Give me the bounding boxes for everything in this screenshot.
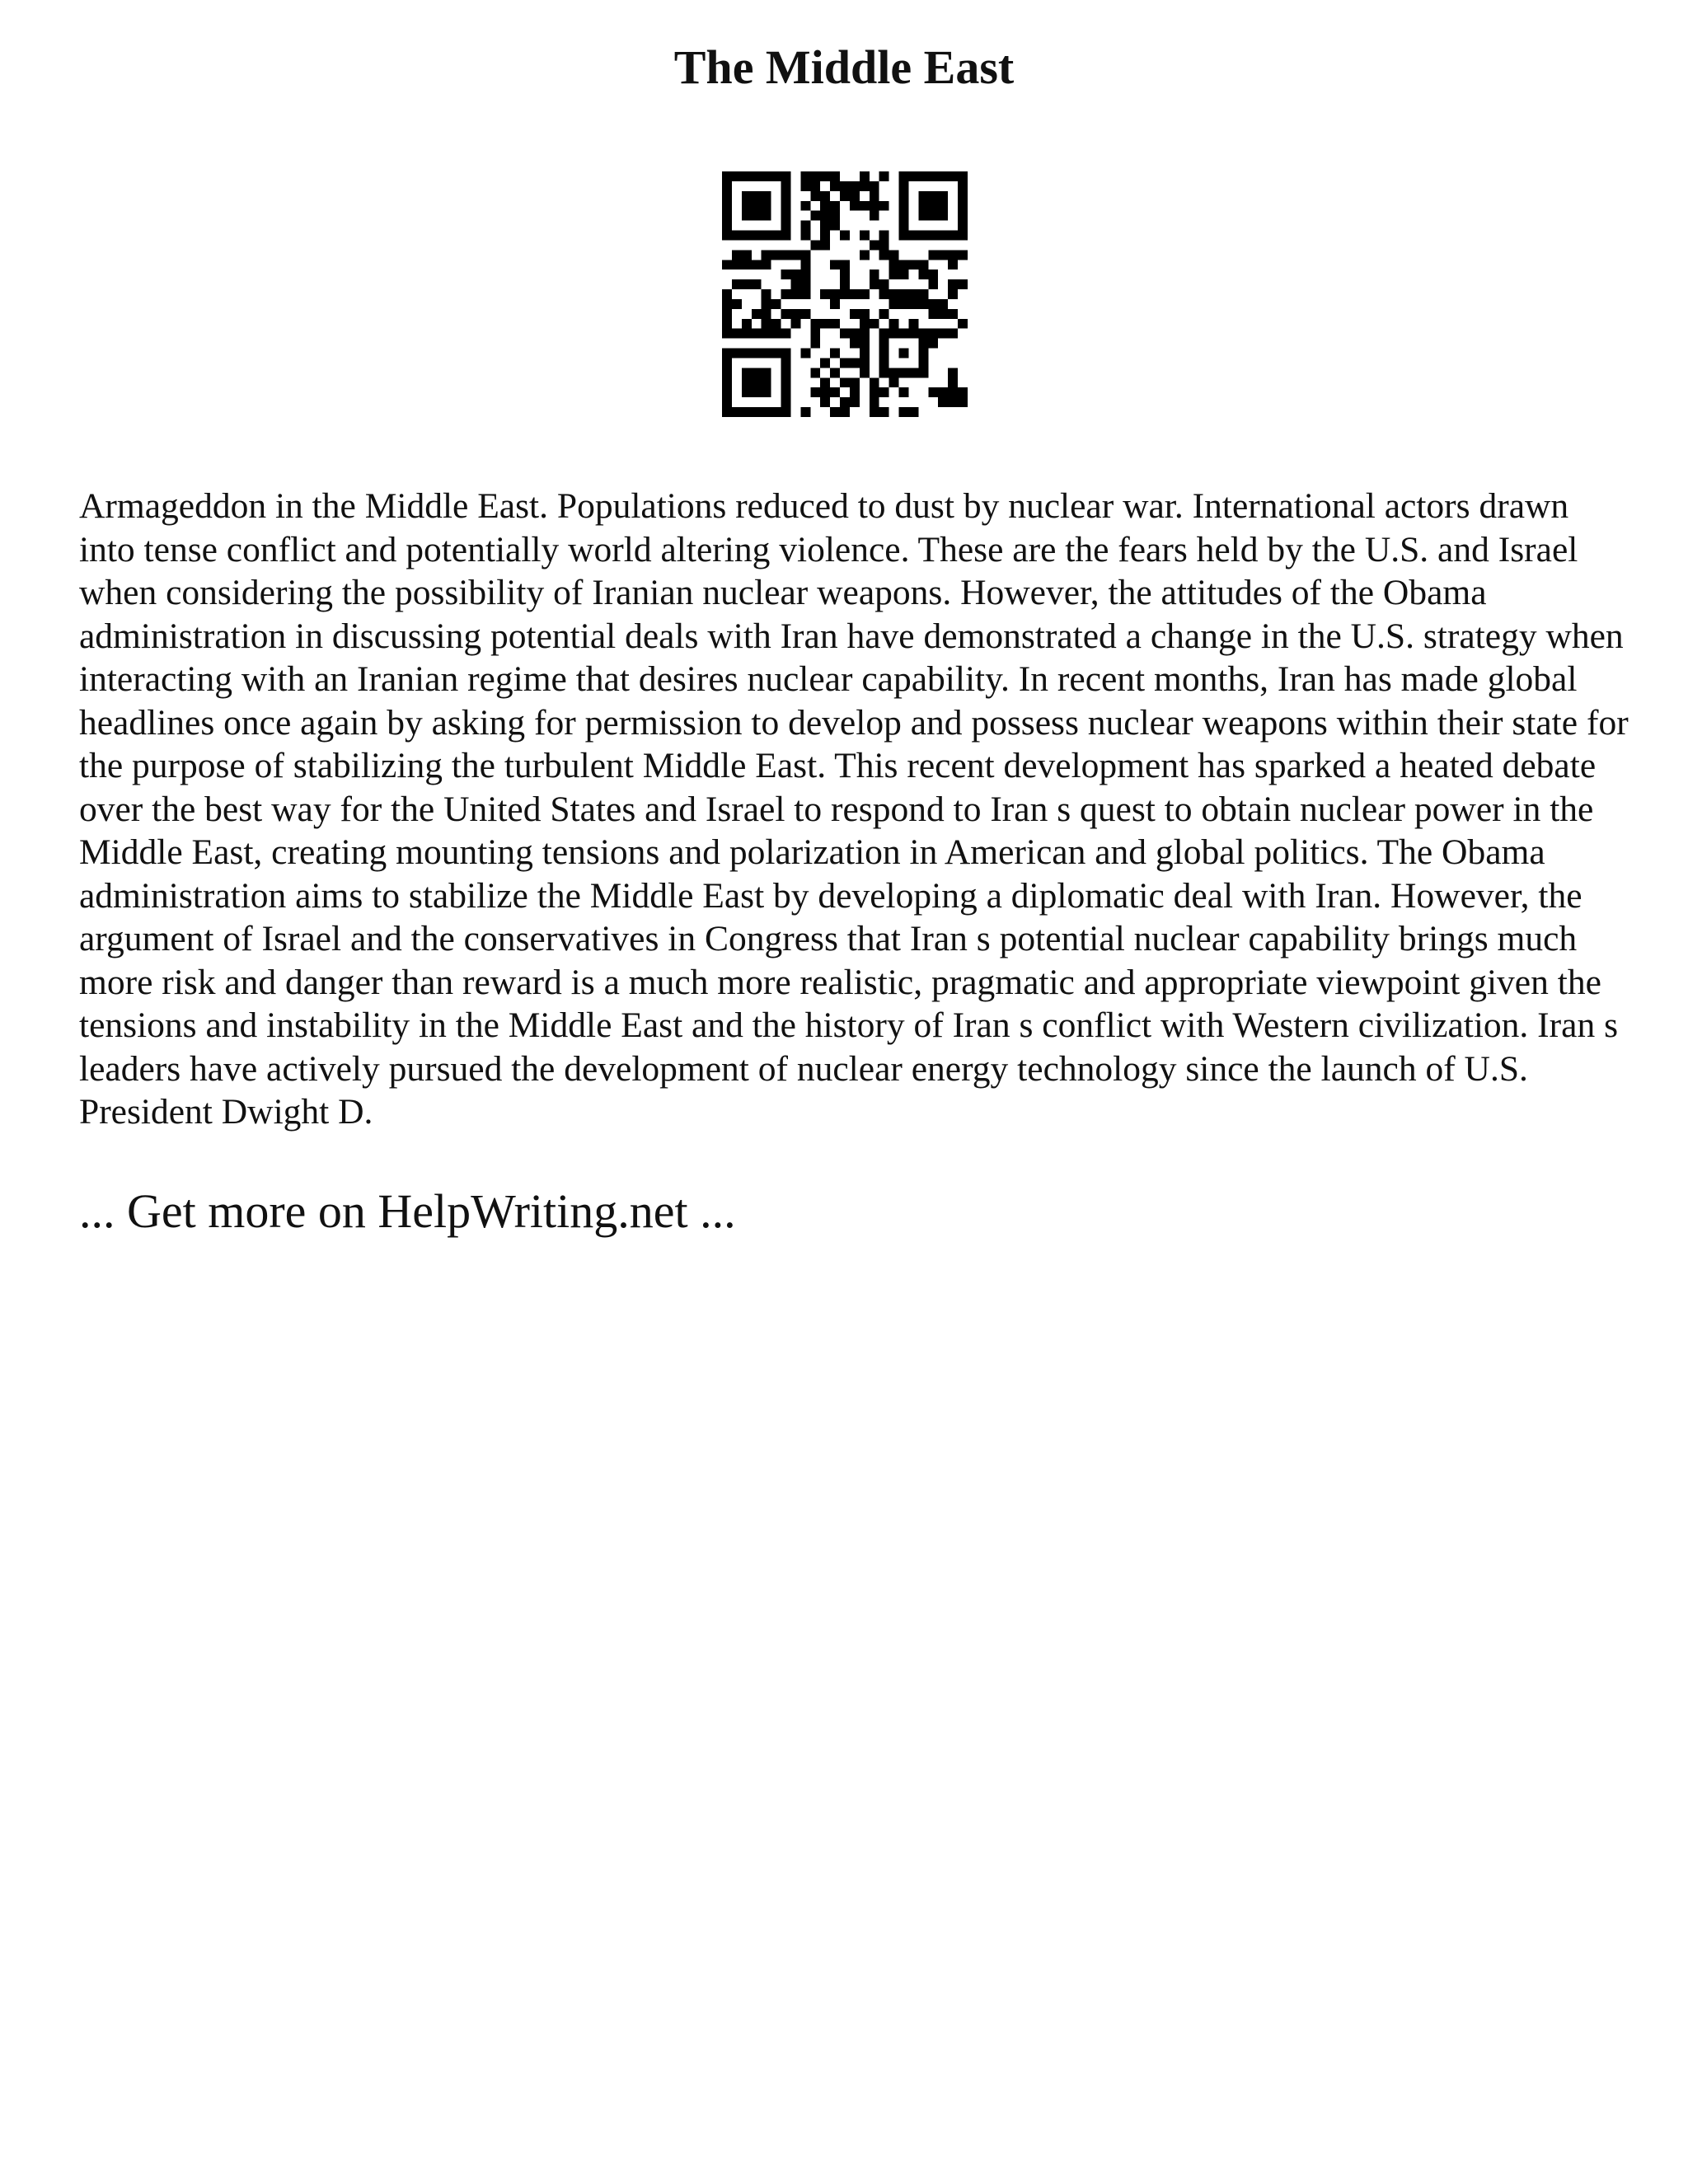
page-title: The Middle East xyxy=(673,40,1015,94)
qr-code-icon xyxy=(722,171,968,417)
essay-body: Armageddon in the Middle East. Populations reduced to dust by nuclear war. International actors drawn into tense conflict and potentially world altering violence. These are the fears held by the U.S. and Israel when considering the possibility of Iranian nuclear weapons. However, the attitudes of the Obama administration in discussing potential deals with Iran have demonstrated a change in the U.S. strategy when interacting with an Iranian regime that desires nuclear capability. In recent months, Iran has made global headlines once again by asking for permission to develop and possess nuclear weapons within their state for the purpose of stabilizing the turbulent Middle East. This recent development has sparked a heated debate over the best way for the United States and Israel to respond to Iran s quest to obtain nuclear power in the Middle East, creating mounting tensions and polarization in American and global politics. The Obama administration aims to stabilize the Middle East by developing a diplomatic deal with Iran. However, the argument of Israel and the conservatives in Congress that Iran s potential nuclear capability brings much more risk and danger than reward is a much more realistic, pragmatic and appropriate viewpoint given the tensions and instability in the Middle East and the history of Iran s conflict with Western civilization. Iran s leaders have actively pursued the development of nuclear energy technology since the launch of U.S. President Dwight D. xyxy=(79,486,1629,1132)
get-more-link[interactable]: ... Get more on HelpWriting.net ... xyxy=(79,1184,736,1238)
